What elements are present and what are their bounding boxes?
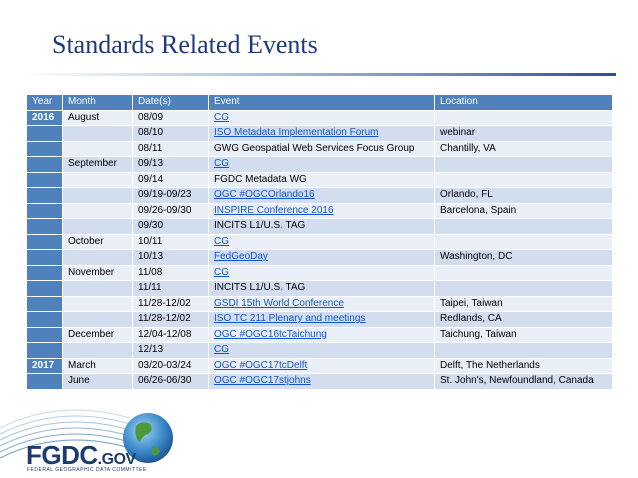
cell-dates: 10/13 (133, 250, 209, 266)
col-header-location: Location (435, 95, 613, 111)
cell-year (27, 203, 63, 219)
cell-dates: 08/10 (133, 126, 209, 142)
cell-event (209, 188, 435, 204)
cell-year (27, 157, 63, 173)
cell-location: St. John's, Newfoundland, Canada (435, 374, 613, 390)
cell-month (63, 219, 133, 235)
cell-month: March (63, 358, 133, 374)
table-row (27, 141, 613, 157)
cell-location: webinar (435, 126, 613, 142)
cell-event (209, 234, 435, 250)
cell-location (435, 172, 613, 188)
cell-event (209, 126, 435, 142)
col-header-dates: Date(s) (133, 95, 209, 111)
cell-event (209, 358, 435, 374)
cell-year (27, 250, 63, 266)
cell-year: 2016 (27, 110, 63, 126)
cell-dates: 08/09 (133, 110, 209, 126)
cell-dates: 08/11 (133, 141, 209, 157)
cell-dates: 11/28-12/02 (133, 296, 209, 312)
cell-event: INCITS L1/U.S. TAG (209, 219, 435, 235)
cell-month (63, 312, 133, 328)
table-row (27, 374, 613, 390)
cell-location: Barcelona, Spain (435, 203, 613, 219)
cell-month: December (63, 327, 133, 343)
table-row (27, 250, 613, 266)
cell-month (63, 203, 133, 219)
table-row (27, 203, 613, 219)
cell-year (27, 343, 63, 359)
cell-dates: 09/13 (133, 157, 209, 173)
cell-event: INCITS L1/U.S. TAG (209, 281, 435, 297)
cell-event (209, 374, 435, 390)
event-link[interactable]: CG (214, 344, 229, 355)
cell-event (209, 296, 435, 312)
cell-event (209, 312, 435, 328)
cell-event: GWG Geospatial Web Services Focus Group (209, 141, 435, 157)
cell-month (63, 172, 133, 188)
cell-month (63, 296, 133, 312)
cell-location: Redlands, CA (435, 312, 613, 328)
table-row (27, 358, 613, 374)
cell-event (209, 327, 435, 343)
cell-month: June (63, 374, 133, 390)
event-link[interactable]: INSPIRE Conference 2016 (214, 204, 334, 216)
event-link[interactable]: OGC #OGC17stjohns (214, 375, 311, 386)
event-link[interactable]: FedGeoDay (214, 251, 268, 262)
event-link[interactable]: OGC #OGCOrlando16 (214, 189, 315, 200)
cell-dates: 11/08 (133, 265, 209, 281)
col-header-event: Event (209, 95, 435, 111)
cell-event (209, 250, 435, 266)
cell-dates: 11/11 (133, 281, 209, 297)
table-body (27, 110, 613, 389)
cell-year (27, 312, 63, 328)
table-header-row (27, 95, 613, 111)
table-row (27, 110, 613, 126)
cell-event (209, 203, 435, 219)
cell-location (435, 343, 613, 359)
cell-year (27, 219, 63, 235)
table-row (27, 188, 613, 204)
table-row (27, 327, 613, 343)
cell-location (435, 219, 613, 235)
cell-month: September (63, 157, 133, 173)
cell-location (435, 265, 613, 281)
event-link[interactable]: OGC #OGC17tcDelft (214, 359, 308, 371)
cell-location (435, 110, 613, 126)
cell-dates: 09/19-09/23 (133, 188, 209, 204)
cell-month (63, 141, 133, 157)
event-link[interactable]: CG (214, 158, 229, 169)
cell-dates: 09/14 (133, 172, 209, 188)
cell-year (27, 126, 63, 142)
cell-year (27, 327, 63, 343)
event-link[interactable]: ISO Metadata Implementation Forum (214, 127, 379, 138)
cell-location: Delft, The Netherlands (435, 358, 613, 374)
cell-dates: 10/11 (133, 234, 209, 250)
cell-month: August (63, 110, 133, 126)
table-row (27, 343, 613, 359)
cell-month (63, 126, 133, 142)
table-row (27, 312, 613, 328)
cell-year (27, 188, 63, 204)
cell-year: 2017 (27, 358, 63, 374)
cell-dates: 09/26-09/30 (133, 203, 209, 219)
cell-location: Orlando, FL (435, 188, 613, 204)
cell-dates: 03/20-03/24 (133, 358, 209, 374)
cell-event (209, 157, 435, 173)
title-underline (22, 72, 616, 78)
cell-month: November (63, 265, 133, 281)
logo-subtitle: FEDERAL GEOGRAPHIC DATA COMMITTEE (27, 467, 147, 473)
table-row (27, 157, 613, 173)
cell-month (63, 188, 133, 204)
cell-dates: 06/26-06/30 (133, 374, 209, 390)
cell-year (27, 172, 63, 188)
col-header-month: Month (63, 95, 133, 111)
cell-month (63, 343, 133, 359)
cell-dates: 09/30 (133, 219, 209, 235)
cell-location: Washington, DC (435, 250, 613, 266)
table-row (27, 172, 613, 188)
cell-year (27, 374, 63, 390)
logo-suffix: .GOV (97, 451, 136, 468)
cell-location: Chantilly, VA (435, 141, 613, 157)
event-link[interactable]: ISO TC 211 Plenary and meetings (214, 313, 366, 324)
cell-event: FGDC Metadata WG (209, 172, 435, 188)
cell-month (63, 250, 133, 266)
event-link[interactable]: CG (214, 111, 229, 123)
cell-location (435, 157, 613, 173)
cell-location: Taichung, Taiwan (435, 327, 613, 343)
cell-event (209, 343, 435, 359)
cell-dates: 12/13 (133, 343, 209, 359)
cell-location (435, 234, 613, 250)
cell-dates: 12/04-12/08 (133, 327, 209, 343)
cell-dates: 11/28-12/02 (133, 312, 209, 328)
cell-event (209, 110, 435, 126)
table-row (27, 296, 613, 312)
cell-location: Taipei, Taiwan (435, 296, 613, 312)
table-row (27, 219, 613, 235)
logo-name: FGDC (26, 440, 98, 470)
col-header-year: Year (27, 95, 63, 111)
table-row (27, 126, 613, 142)
table-row (27, 234, 613, 250)
cell-year (27, 141, 63, 157)
events-table (26, 94, 613, 390)
table-row (27, 281, 613, 297)
cell-year (27, 281, 63, 297)
page-title: Standards Related Events (52, 30, 318, 59)
cell-event (209, 265, 435, 281)
cell-month: October (63, 234, 133, 250)
cell-month (63, 281, 133, 297)
event-link[interactable]: OGC #OGC16tcTaichung (214, 328, 327, 340)
event-link[interactable]: CG (214, 266, 229, 278)
table-row (27, 265, 613, 281)
cell-year (27, 265, 63, 281)
cell-year (27, 234, 63, 250)
cell-location (435, 281, 613, 297)
event-link[interactable]: GSDI 15th World Conference (214, 297, 344, 309)
event-link[interactable]: CG (214, 235, 229, 247)
cell-year (27, 296, 63, 312)
